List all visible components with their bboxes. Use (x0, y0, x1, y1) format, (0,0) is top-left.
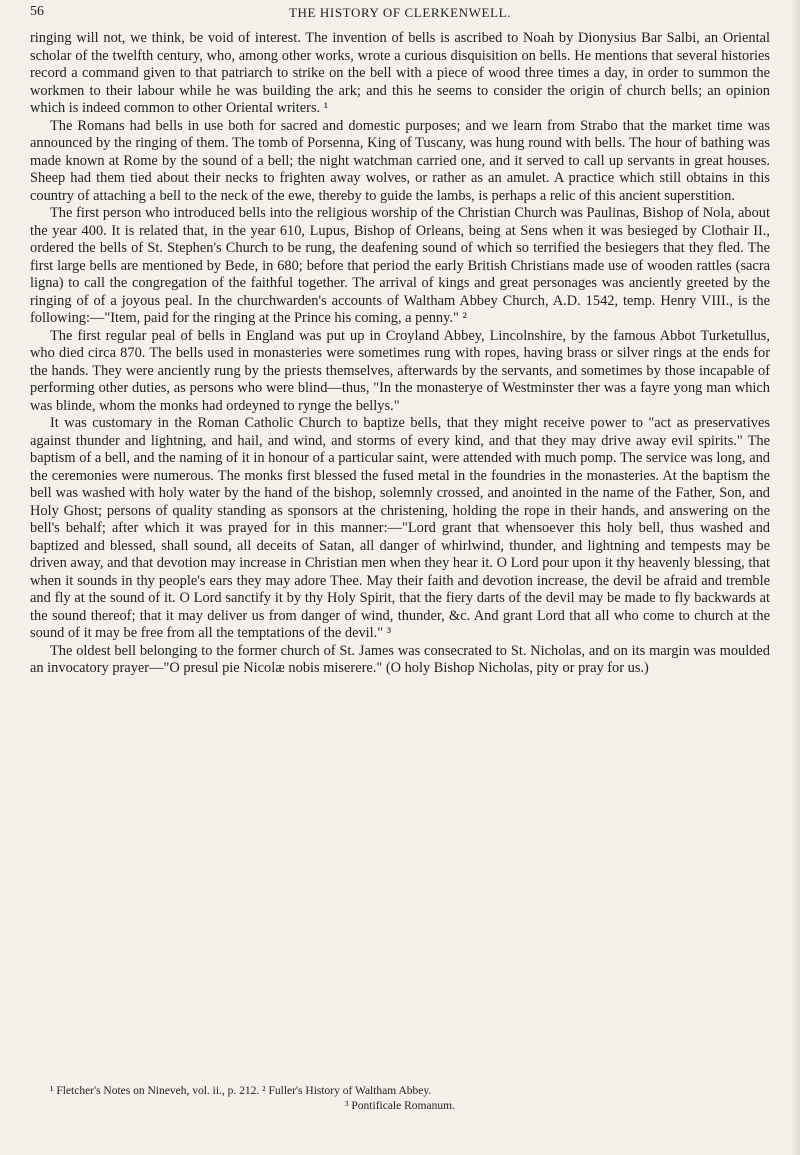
footnote-line-2: ³ Pontificale Romanum. (345, 1100, 455, 1112)
paragraph-3: The first person who introduced bells into the religious worship of the Christian Church was Paulinas, Bishop of Nola, about the year 400. It is related that, in the year 610, Lupus, Bishop of Orleans, being at Sens when it was besieged by Clothair II., ordered the bells of St. Stephen's Church to be rung, the deafening sound of which so terrified the besiegers that they fled. The first large bells are mentioned by Bede, in 680; before that period the early British Christians made use of wooden rattles (sacra ligna) to call the congregation of the faithful together. The arrival of kings and great personages was anciently greeted by the ringing of of a joyous peal. In the churchwarden's accounts of Waltham Abbey Church, A.D. 1542, temp. Henry VIII., is the following:—"Item, paid for the ringing at the Prince his coming, a penny." ² (30, 205, 770, 326)
page-header (30, 4, 770, 26)
page-number: 56 (30, 4, 44, 19)
footnote-line-1: ¹ Fletcher's Notes on Nineveh, vol. ii., p. 212. ² Fuller's History of Waltham Abbey. (50, 1085, 432, 1097)
paragraph-1: ringing will not, we think, be void of interest. The invention of bells is ascribed to Noah by Dionysius Bar Salbi, an Oriental scholar of the twelfth century, who, among other works, wrote a curious disquisition on bells. He mentions that several histories record a command given to that patriarch to strike on the bell with a piece of wood three times a day, in order to summon the workmen to their labour while he was building the ark; and this he seems to consider the origin of church bells; an opinion which is indeed common to other Oriental writers. ¹ (30, 30, 770, 116)
page-edge-shadow (790, 0, 800, 1155)
body-text (30, 30, 770, 678)
paragraph-5: It was customary in the Roman Catholic Church to baptize bells, that they might receive power to "act as preservatives against thunder and lightning, and hail, and wind, and storms of every kind, and that they may drive away evil spirits." The baptism of a bell, and the naming of it in honour of a particular saint, were attended with much pomp. The service was long, and the ceremonies were numerous. The monks first blessed the fused metal in the foundries in the monasteries. At the baptism the bell was washed with holy water by the hand of the bishop, solemnly crossed, and anointed in the name of the Father, Son, and Holy Ghost; persons of quality standing as sponsors at the christening, holding the rope in their hands, and answering on the bell's behalf; after which it was prayed for in this manner:—"Lord grant that whensoever this holy bell, thus washed and baptized and blessed, shall sound, all deceits of Satan, all danger of whirlwind, thunder, and lightning and tempests may be driven away, and that devotion may increase in Christian men when they hear it. O Lord pour upon it thy heavenly blessing, that when it sounds in thy people's ears they may adore Thee. May their faith and devotion increase, the devil be afraid and tremble and fly at the sound of it. O Lord sanctify it by thy Holy Spirit, that the fiery darts of the devil may be made to fly backwards at the sound thereof; that it may deliver us from danger of wind, thunder, &c. And grant Lord that all who come to church at the sound of it may be free from all the temptations of the devil." ³ (30, 415, 770, 641)
running-head: THE HISTORY OF CLERKENWELL. (288, 5, 512, 20)
paragraph-6: The oldest bell belonging to the former church of St. James was consecrated to St. Nicholas, and on its margin was moulded an invocatory prayer—"O presul pie Nicolæ nobis miserere." (O holy Bishop Nicholas, pity or pray for us.) (30, 642, 770, 676)
footnotes (30, 1084, 770, 1114)
paragraph-4: The first regular peal of bells in England was put up in Croyland Abbey, Lincolnshire, by the famous Abbot Turketullus, who died circa 870. The bells used in monasteries were sometimes rung with ropes, having brass or silver rings at the ends for the hands. They were anciently rung by the priests themselves, afterwards by the servants, and sometimes by those incapable of performing other duties, as persons who were blind—thus, "In the monasterye of Westminster ther was a fayre yong man which was blinde, whom the monks had ordeyned to rynge the bellys." (30, 327, 770, 414)
paragraph-2: The Romans had bells in use both for sacred and domestic purposes; and we learn from Strabo that the market time was announced by the ringing of them. The tomb of Porsenna, King of Tuscany, was hung round with bells. The hour of bathing was made known at Rome by the sound of a bell; the night watchman carried one, and it served to call up servants in great houses. Sheep had them tied about their necks to frighten away wolves, or rather as an amulet. A practice which still obtains in this country of attaching a bell to the neck of the ewe, thereby to guide the lambs, is perhaps a relic of this ancient superstition. (30, 117, 770, 204)
